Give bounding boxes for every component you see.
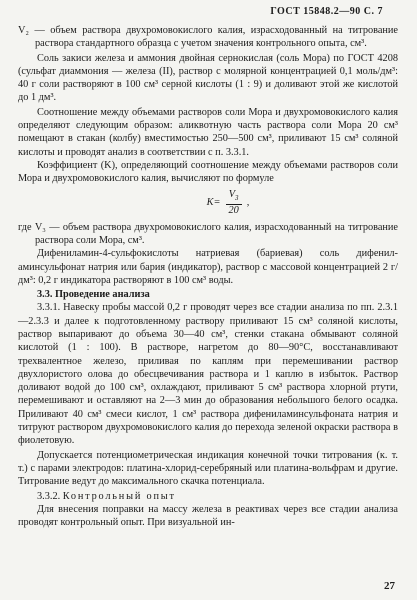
subsection-heading <box>18 490 398 503</box>
page-number: 27 <box>384 580 395 592</box>
paragraph-v3-definition: где V₃ — объем раствора двухромовокислого калия, израсходованный на титрование раствора соли Мора, см³. <box>18 221 398 246</box>
paragraph-procedure: 3.3.1. Навеску пробы массой 0,2 г проводят через все стадии анализа по пп. 2.3.1—2.3.3 и далее к подготовленному раствору приливают 15 см³ соляной кислоты, раствор выпаривают до объема 30—40 см³, стенки стакана обмывают соляной кислотой (1 : 100). В растворе, нагретом до 80—90°С, восстанавливают трехвалентное железо, приливая по каплям при перемешивании раствор двухлористого олова до обесцвечивания раствора и 1 каплю в избыток. Раствор доливают водой до 100 см³, охлаждают, приливают 5 см³ раствора хлорной ртути, перемешивают и оставляют на 2—3 мин до образования небольшого белого осадка. Приливают 40 см³ смеси кислот, 1 см³ раствора дифениламинсульфоната натрия и титруют раствором двухромовокислого калия до перехода зеленой окраски раствора в фиолетовую. <box>18 302 398 447</box>
formula-numerator-subscript: 3 <box>235 193 239 202</box>
body-text <box>18 24 398 529</box>
formula-denominator: 20 <box>228 204 239 216</box>
formula-fraction <box>225 189 241 217</box>
paragraph-potentiometric: Допускается потенциометрическая индикация конечной точки титрования (к. т. т.) с парами электродов: платина-хлорид-серебряный или платина-вольфрам и другие. Титрование ведут до максимального скачка потенциала. <box>18 449 398 488</box>
paragraph-mohr-salt: Соль закиси железа и аммония двойная сернокислая (соль Мора) по ГОСТ 4208 (сульфат диаммония — железа (II), раствор с молярной концентрацией 0,1 моль/дм³: 40 г соли растворяют в 100 см³ серной кислоты (1 : 9) и доливают этой же кислотой до 1 дм³. <box>18 52 398 104</box>
paragraph-coefficient: Коэффициент (K), определяющий соотношение между объемами растворов соли Мора и двухромовокислого калия, вычисляют по формуле <box>18 159 398 185</box>
subsection-number: 3.3.2. <box>37 490 61 502</box>
running-header: ГОСТ 15848.2—90 С. 7 <box>270 6 383 17</box>
formula-lhs: K= <box>206 196 221 208</box>
paragraph-indicator: Дифениламин-4-сульфокислоты натриевая (бариевая) соль дифенил-аминсульфонат натрия или бария (индикатор), раствор с массовой концентрацией 2 г/дм³: 0,2 г индикатора растворяют в 100 см³ воды. <box>18 248 398 286</box>
section-heading: 3.3. Проведение анализа <box>37 289 150 301</box>
formula-k <box>18 189 398 217</box>
paragraph-v2-definition: V₂ — объем раствора двухромовокислого калия, израсходованный на титрование раствора стандартного образца с учетом значения контрольного опыта, см³. <box>18 25 398 50</box>
subsection-title: Контрольный опыт <box>62 490 176 502</box>
formula-numerator-symbol: V <box>228 188 236 200</box>
formula-tail: , <box>246 196 250 208</box>
formula-numerator <box>226 189 242 205</box>
paragraph-ratio-method: Соотношение между объемами растворов соли Мора и двухромовокислого калия определяют следующим образом: аликвотную часть раствора соли Мора 20 см³ помещают в стакан (колбу) вместимостью 250—500 см³, приливают 15 см³ соляной кислоты и проводят анализ в соответствии с п. 3.3.1. <box>18 106 398 158</box>
paragraph-control: Для внесения поправки на массу железа в реактивах через все стадии анализа проводят контрольный опыт. При визуальной ин- <box>18 503 398 529</box>
